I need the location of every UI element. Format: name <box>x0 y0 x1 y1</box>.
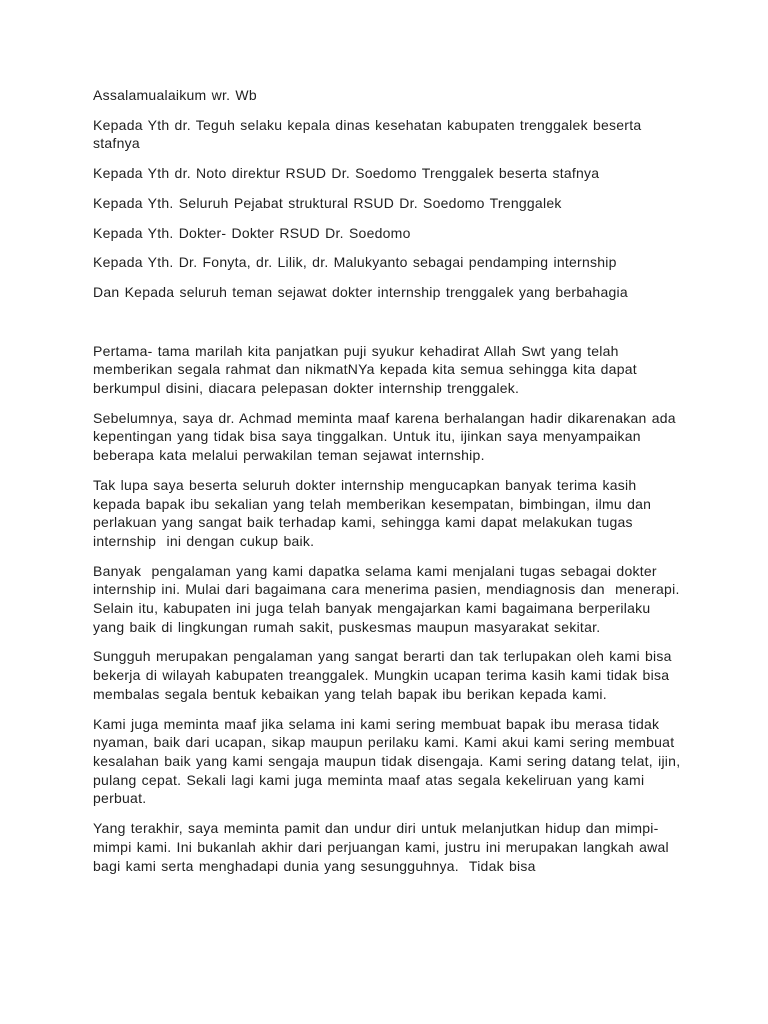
greeting-line: Assalamualaikum wr. Wb <box>93 87 257 103</box>
salutation-line-6: Dan Kepada seluruh teman sejawat dokter internship trenggalek yang berbahagia <box>93 283 628 300</box>
paragraph-4: Banyak pengalaman yang kami dapatka selama kami menjalani tugas sebagai dokter internship ini. Mulai dari bagaimana cara menerima pasien, mendiagnosis dan menerapi. Selain itu, kabupaten ini juga telah banyak mengajarkan kami bagaimana berperilaku yang baik di lingkungan rumah sakit, puskesmas maupun masyarakat sekitar. <box>93 562 685 635</box>
salutation-line-3: Kepada Yth. Seluruh Pejabat struktural RSUD Dr. Soedomo Trenggalek <box>93 194 562 211</box>
salutation-line-1: Kepada Yth dr. Teguh selaku kepala dinas kesehatan kabupaten trenggalek beserta stafnya <box>93 116 647 152</box>
paragraph-6: Kami juga meminta maaf jika selama ini kami sering membuat bapak ibu merasa tidak nyaman, baik dari ucapan, sikap maupun perilaku kami. Kami akui kami sering membuat kesalahan baik yang kami sengaja maupun tidak disengaja. Kami sering datang telat, ijin, pulang cepat. Sekali lagi kami juga meminta maaf atas segala kekeliruan yang kami perbuat. <box>93 715 686 807</box>
paragraph-1: Pertama- tama marilah kita panjatkan puji syukur kehadirat Allah Swt yang telah memberikan segala rahmat dan nikmatNYa kepada kita semua sehingga kita dapat berkumpul disini, diacara pelepasan dokter internship trenggalek. <box>93 342 643 397</box>
paragraph-7: Yang terakhir, saya meminta pamit dan undur diri untuk melanjutkan hidup dan mimpi-mimpi kami. Ini bukanlah akhir dari perjuangan kami, justru ini merupakan langkah awal bagi kami serta menghadapi dunia yang sesungguhnya. Tidak bisa <box>93 820 675 874</box>
salutation-line-4: Kepada Yth. Dokter- Dokter RSUD Dr. Soedomo <box>93 224 411 241</box>
salutation-line-5: Kepada Yth. Dr. Fonyta, dr. Lilik, dr. Malukyanto sebagai pendamping internship <box>93 254 617 271</box>
paragraph-3: Tak lupa saya beserta seluruh dokter internship mengucapkan banyak terima kasih kepada bapak ibu sekalian yang telah memberikan kesempatan, bimbingan, ilmu dan perlakuan yang sangat baik terhadap kami, sehingga kami dapat melakukan tugas internship ini dengan cukup baik. <box>93 476 657 549</box>
salutation-line-2: Kepada Yth dr. Noto direktur RSUD Dr. Soedomo Trenggalek beserta stafnya <box>93 165 600 182</box>
paragraph-5: Sungguh merupakan pengalaman yang sangat berarti dan tak terlupakan oleh kami bisa bekerja di wilayah kabupaten treanggalek. Mungkin ucapan terima kasih kami tidak bisa membalas segala bentuk kebaikan yang telah bapak ibu berikan kepada kami. <box>93 648 677 702</box>
section-gap <box>93 313 681 342</box>
paragraph-2: Sebelumnya, saya dr. Achmad meminta maaf karena berhalangan hadir dikarenakan ada kepentingan yang tidak bisa saya tinggalkan. Untuk itu, ijinkan saya menyampaikan beberapa kata melalui perwakilan teman sejawat internship. <box>93 409 681 464</box>
speech-text-block <box>93 86 686 886</box>
